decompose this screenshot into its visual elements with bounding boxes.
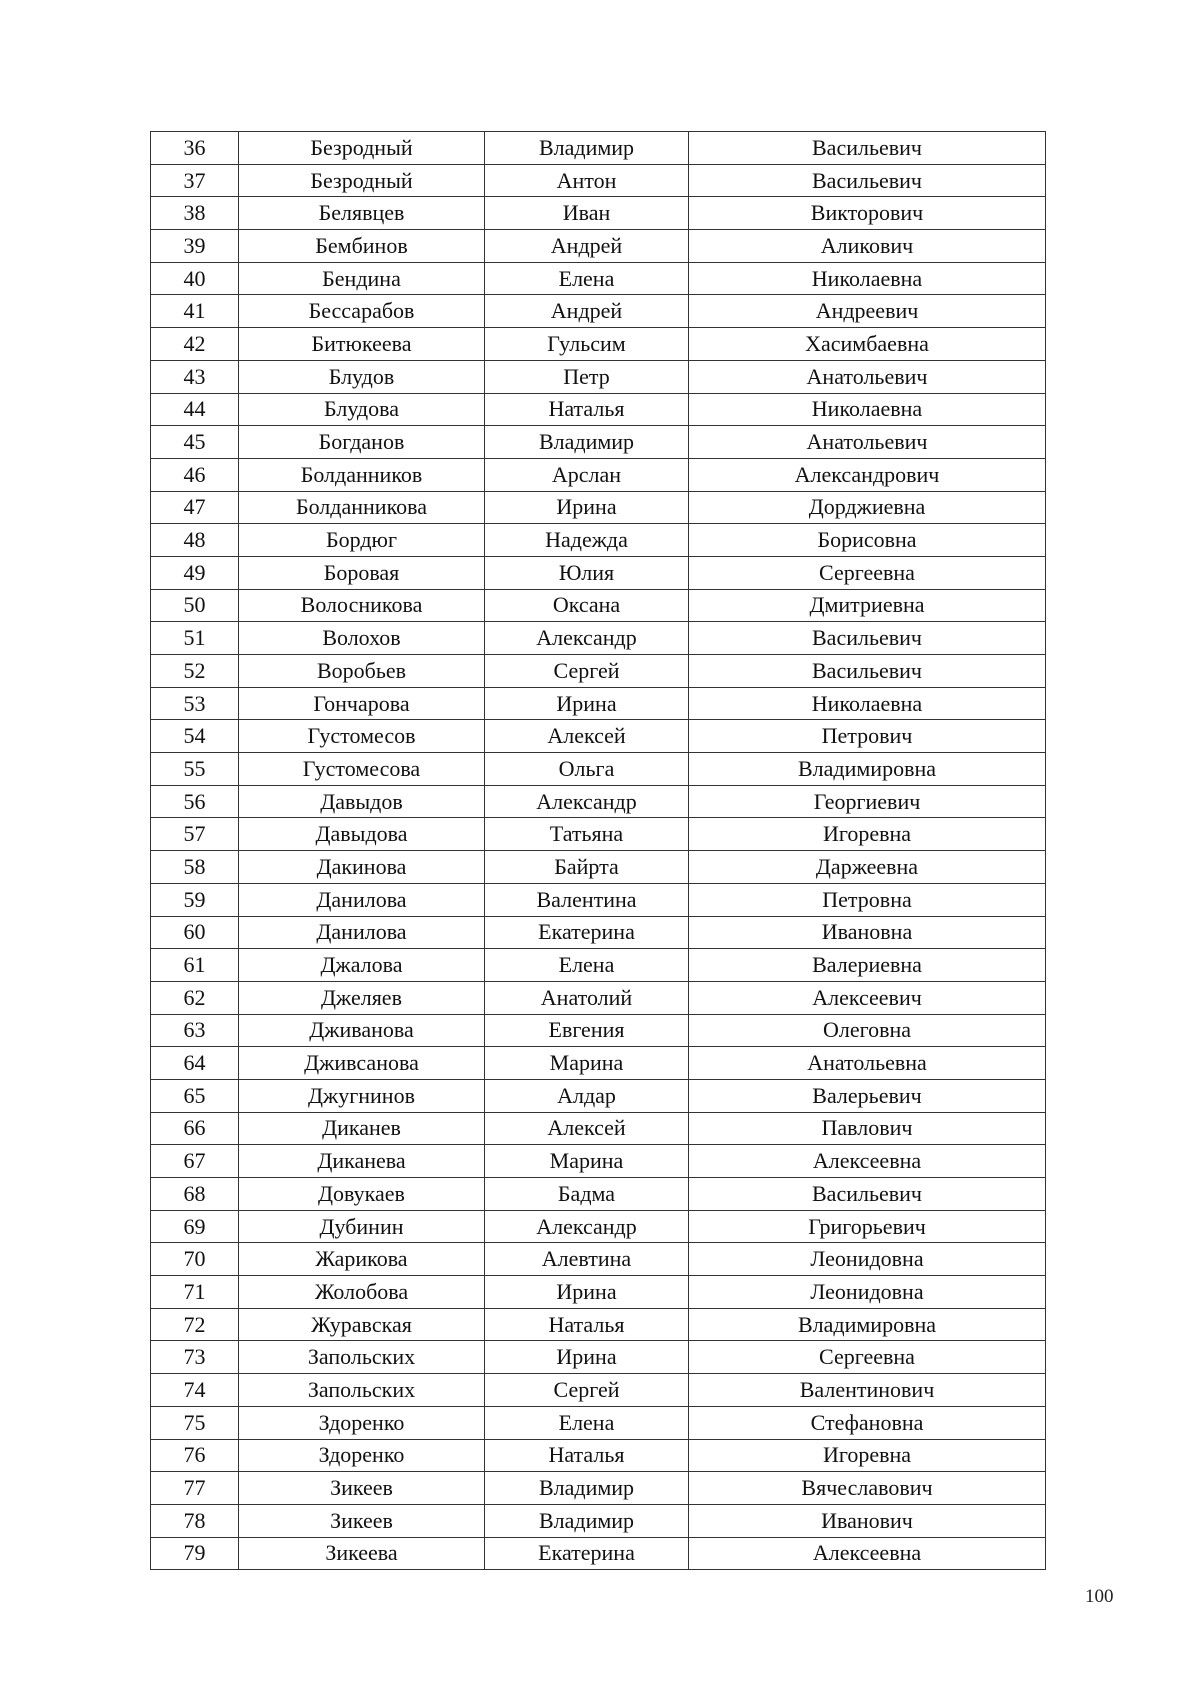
- patronymic-cell: Васильевич: [689, 164, 1046, 197]
- table-row: [151, 622, 1046, 655]
- patronymic-cell: Анатольевич: [689, 360, 1046, 393]
- first-name-cell: Надежда: [485, 524, 689, 557]
- row-number-cell: 79: [151, 1537, 239, 1570]
- table-row: [151, 1079, 1046, 1112]
- last-name-cell: Данилова: [239, 883, 485, 916]
- first-name-cell: Елена: [485, 1406, 689, 1439]
- patronymic-cell: Леонидовна: [689, 1243, 1046, 1276]
- patronymic-cell: Дмитриевна: [689, 589, 1046, 622]
- patronymic-cell: Анатольевна: [689, 1047, 1046, 1080]
- row-number-cell: 73: [151, 1341, 239, 1374]
- patronymic-cell: Борисовна: [689, 524, 1046, 557]
- table-row: [151, 164, 1046, 197]
- table-row: [151, 491, 1046, 524]
- first-name-cell: Оксана: [485, 589, 689, 622]
- row-number-cell: 37: [151, 164, 239, 197]
- patronymic-cell: Николаевна: [689, 262, 1046, 295]
- first-name-cell: Ирина: [485, 687, 689, 720]
- row-number-cell: 43: [151, 360, 239, 393]
- first-name-cell: Анатолий: [485, 981, 689, 1014]
- table-row: [151, 687, 1046, 720]
- table-row: [151, 1047, 1046, 1080]
- last-name-cell: Блудов: [239, 360, 485, 393]
- row-number-cell: 58: [151, 851, 239, 884]
- patronymic-cell: Алексеевна: [689, 1145, 1046, 1178]
- first-name-cell: Ольга: [485, 753, 689, 786]
- table-row: [151, 360, 1046, 393]
- patronymic-cell: Стефановна: [689, 1406, 1046, 1439]
- first-name-cell: Алевтина: [485, 1243, 689, 1276]
- last-name-cell: Джугнинов: [239, 1079, 485, 1112]
- patronymic-cell: Олеговна: [689, 1014, 1046, 1047]
- row-number-cell: 39: [151, 230, 239, 263]
- first-name-cell: Александр: [485, 1210, 689, 1243]
- last-name-cell: Довукаев: [239, 1178, 485, 1211]
- first-name-cell: Владимир: [485, 132, 689, 165]
- table-row: [151, 295, 1046, 328]
- table-row: [151, 818, 1046, 851]
- table-row: [151, 393, 1046, 426]
- patronymic-cell: Васильевич: [689, 132, 1046, 165]
- row-number-cell: 41: [151, 295, 239, 328]
- row-number-cell: 74: [151, 1374, 239, 1407]
- table-row: [151, 1243, 1046, 1276]
- last-name-cell: Воробьев: [239, 655, 485, 688]
- table-row: [151, 1210, 1046, 1243]
- patronymic-cell: Иванович: [689, 1504, 1046, 1537]
- patronymic-cell: Алексеевич: [689, 981, 1046, 1014]
- last-name-cell: Болданников: [239, 458, 485, 491]
- row-number-cell: 68: [151, 1178, 239, 1211]
- first-name-cell: Арслан: [485, 458, 689, 491]
- first-name-cell: Сергей: [485, 1374, 689, 1407]
- last-name-cell: Белявцев: [239, 197, 485, 230]
- patronymic-cell: Хасимбаевна: [689, 328, 1046, 361]
- first-name-cell: Ирина: [485, 1341, 689, 1374]
- table-row: [151, 132, 1046, 165]
- patronymic-cell: Вячеславович: [689, 1472, 1046, 1505]
- table-row: [151, 197, 1046, 230]
- row-number-cell: 69: [151, 1210, 239, 1243]
- row-number-cell: 67: [151, 1145, 239, 1178]
- last-name-cell: Безродный: [239, 164, 485, 197]
- last-name-cell: Журавская: [239, 1308, 485, 1341]
- last-name-cell: Гончарова: [239, 687, 485, 720]
- table-row: [151, 949, 1046, 982]
- table-row: [151, 1537, 1046, 1570]
- row-number-cell: 71: [151, 1276, 239, 1309]
- patronymic-cell: Леонидовна: [689, 1276, 1046, 1309]
- row-number-cell: 70: [151, 1243, 239, 1276]
- table-row: [151, 883, 1046, 916]
- table-row: [151, 556, 1046, 589]
- last-name-cell: Жарикова: [239, 1243, 485, 1276]
- table-row: [151, 720, 1046, 753]
- first-name-cell: Елена: [485, 262, 689, 295]
- first-name-cell: Владимир: [485, 1472, 689, 1505]
- table-row: [151, 1406, 1046, 1439]
- table-row: [151, 1439, 1046, 1472]
- table-row: [151, 262, 1046, 295]
- row-number-cell: 66: [151, 1112, 239, 1145]
- table-row: [151, 458, 1046, 491]
- table-row: [151, 655, 1046, 688]
- patronymic-cell: Васильевич: [689, 1178, 1046, 1211]
- table-row: [151, 1472, 1046, 1505]
- row-number-cell: 49: [151, 556, 239, 589]
- row-number-cell: 61: [151, 949, 239, 982]
- last-name-cell: Зикеев: [239, 1472, 485, 1505]
- first-name-cell: Антон: [485, 164, 689, 197]
- first-name-cell: Алексей: [485, 1112, 689, 1145]
- patronymic-cell: Даржеевна: [689, 851, 1046, 884]
- last-name-cell: Бембинов: [239, 230, 485, 263]
- first-name-cell: Екатерина: [485, 916, 689, 949]
- first-name-cell: Петр: [485, 360, 689, 393]
- last-name-cell: Дакинова: [239, 851, 485, 884]
- roster-table-body: [151, 132, 1046, 1570]
- last-name-cell: Джалова: [239, 949, 485, 982]
- patronymic-cell: Аликович: [689, 230, 1046, 263]
- first-name-cell: Марина: [485, 1145, 689, 1178]
- first-name-cell: Владимир: [485, 1504, 689, 1537]
- first-name-cell: Гульсим: [485, 328, 689, 361]
- last-name-cell: Зикеева: [239, 1537, 485, 1570]
- first-name-cell: Ирина: [485, 491, 689, 524]
- row-number-cell: 78: [151, 1504, 239, 1537]
- table-row: [151, 1341, 1046, 1374]
- table-row: [151, 230, 1046, 263]
- patronymic-cell: Викторович: [689, 197, 1046, 230]
- first-name-cell: Екатерина: [485, 1537, 689, 1570]
- last-name-cell: Волохов: [239, 622, 485, 655]
- row-number-cell: 52: [151, 655, 239, 688]
- last-name-cell: Боровая: [239, 556, 485, 589]
- last-name-cell: Бордюг: [239, 524, 485, 557]
- last-name-cell: Волосникова: [239, 589, 485, 622]
- table-row: [151, 328, 1046, 361]
- row-number-cell: 40: [151, 262, 239, 295]
- first-name-cell: Андрей: [485, 295, 689, 328]
- first-name-cell: Евгения: [485, 1014, 689, 1047]
- table-row: [151, 1014, 1046, 1047]
- first-name-cell: Владимир: [485, 426, 689, 459]
- first-name-cell: Наталья: [485, 1308, 689, 1341]
- patronymic-cell: Владимировна: [689, 1308, 1046, 1341]
- table-row: [151, 1308, 1046, 1341]
- last-name-cell: Жолобова: [239, 1276, 485, 1309]
- patronymic-cell: Александрович: [689, 458, 1046, 491]
- row-number-cell: 53: [151, 687, 239, 720]
- patronymic-cell: Павлович: [689, 1112, 1046, 1145]
- patronymic-cell: Сергеевна: [689, 556, 1046, 589]
- patronymic-cell: Васильевич: [689, 655, 1046, 688]
- table-row: [151, 851, 1046, 884]
- last-name-cell: Джеляев: [239, 981, 485, 1014]
- row-number-cell: 64: [151, 1047, 239, 1080]
- first-name-cell: Наталья: [485, 393, 689, 426]
- last-name-cell: Здоренко: [239, 1406, 485, 1439]
- first-name-cell: Андрей: [485, 230, 689, 263]
- patronymic-cell: Николаевна: [689, 393, 1046, 426]
- last-name-cell: Диканева: [239, 1145, 485, 1178]
- row-number-cell: 56: [151, 785, 239, 818]
- row-number-cell: 54: [151, 720, 239, 753]
- table-row: [151, 981, 1046, 1014]
- patronymic-cell: Валерьевич: [689, 1079, 1046, 1112]
- first-name-cell: Алдар: [485, 1079, 689, 1112]
- patronymic-cell: Андреевич: [689, 295, 1046, 328]
- last-name-cell: Густомесова: [239, 753, 485, 786]
- first-name-cell: Бадма: [485, 1178, 689, 1211]
- row-number-cell: 77: [151, 1472, 239, 1505]
- patronymic-cell: Игоревна: [689, 1439, 1046, 1472]
- last-name-cell: Безродный: [239, 132, 485, 165]
- row-number-cell: 42: [151, 328, 239, 361]
- first-name-cell: Юлия: [485, 556, 689, 589]
- row-number-cell: 57: [151, 818, 239, 851]
- last-name-cell: Богданов: [239, 426, 485, 459]
- row-number-cell: 55: [151, 753, 239, 786]
- last-name-cell: Бендина: [239, 262, 485, 295]
- last-name-cell: Битюкеева: [239, 328, 485, 361]
- first-name-cell: Валентина: [485, 883, 689, 916]
- patronymic-cell: Григорьевич: [689, 1210, 1046, 1243]
- patronymic-cell: Дорджиевна: [689, 491, 1046, 524]
- first-name-cell: Байрта: [485, 851, 689, 884]
- first-name-cell: Татьяна: [485, 818, 689, 851]
- patronymic-cell: Петровна: [689, 883, 1046, 916]
- row-number-cell: 44: [151, 393, 239, 426]
- table-row: [151, 753, 1046, 786]
- row-number-cell: 60: [151, 916, 239, 949]
- table-row: [151, 426, 1046, 459]
- last-name-cell: Блудова: [239, 393, 485, 426]
- last-name-cell: Запольских: [239, 1341, 485, 1374]
- patronymic-cell: Ивановна: [689, 916, 1046, 949]
- table-row: [151, 1178, 1046, 1211]
- table-row: [151, 1112, 1046, 1145]
- last-name-cell: Густомесов: [239, 720, 485, 753]
- last-name-cell: Зикеев: [239, 1504, 485, 1537]
- roster-table: [150, 131, 1046, 1570]
- patronymic-cell: Петрович: [689, 720, 1046, 753]
- last-name-cell: Дживсанова: [239, 1047, 485, 1080]
- patronymic-cell: Сергеевна: [689, 1341, 1046, 1374]
- patronymic-cell: Васильевич: [689, 622, 1046, 655]
- last-name-cell: Дубинин: [239, 1210, 485, 1243]
- patronymic-cell: Валентинович: [689, 1374, 1046, 1407]
- table-row: [151, 785, 1046, 818]
- table-row: [151, 1374, 1046, 1407]
- row-number-cell: 50: [151, 589, 239, 622]
- first-name-cell: Марина: [485, 1047, 689, 1080]
- row-number-cell: 76: [151, 1439, 239, 1472]
- patronymic-cell: Николаевна: [689, 687, 1046, 720]
- roster-table-container: [150, 131, 1045, 1570]
- first-name-cell: Сергей: [485, 655, 689, 688]
- table-row: [151, 916, 1046, 949]
- last-name-cell: Данилова: [239, 916, 485, 949]
- table-row: [151, 1504, 1046, 1537]
- first-name-cell: Алексей: [485, 720, 689, 753]
- row-number-cell: 59: [151, 883, 239, 916]
- page-number: 100: [1085, 1586, 1114, 1607]
- row-number-cell: 63: [151, 1014, 239, 1047]
- table-row: [151, 589, 1046, 622]
- patronymic-cell: Владимировна: [689, 753, 1046, 786]
- last-name-cell: Болданникова: [239, 491, 485, 524]
- row-number-cell: 62: [151, 981, 239, 1014]
- row-number-cell: 38: [151, 197, 239, 230]
- first-name-cell: Александр: [485, 622, 689, 655]
- patronymic-cell: Игоревна: [689, 818, 1046, 851]
- patronymic-cell: Алексеевна: [689, 1537, 1046, 1570]
- row-number-cell: 45: [151, 426, 239, 459]
- row-number-cell: 72: [151, 1308, 239, 1341]
- last-name-cell: Давыдов: [239, 785, 485, 818]
- patronymic-cell: Анатольевич: [689, 426, 1046, 459]
- first-name-cell: Александр: [485, 785, 689, 818]
- last-name-cell: Запольских: [239, 1374, 485, 1407]
- row-number-cell: 65: [151, 1079, 239, 1112]
- table-row: [151, 524, 1046, 557]
- patronymic-cell: Георгиевич: [689, 785, 1046, 818]
- last-name-cell: Дживанова: [239, 1014, 485, 1047]
- first-name-cell: Иван: [485, 197, 689, 230]
- patronymic-cell: Валериевна: [689, 949, 1046, 982]
- row-number-cell: 51: [151, 622, 239, 655]
- row-number-cell: 47: [151, 491, 239, 524]
- last-name-cell: Диканев: [239, 1112, 485, 1145]
- table-row: [151, 1276, 1046, 1309]
- row-number-cell: 75: [151, 1406, 239, 1439]
- table-row: [151, 1145, 1046, 1178]
- first-name-cell: Елена: [485, 949, 689, 982]
- last-name-cell: Бессарабов: [239, 295, 485, 328]
- first-name-cell: Ирина: [485, 1276, 689, 1309]
- last-name-cell: Здоренко: [239, 1439, 485, 1472]
- row-number-cell: 48: [151, 524, 239, 557]
- row-number-cell: 46: [151, 458, 239, 491]
- last-name-cell: Давыдова: [239, 818, 485, 851]
- first-name-cell: Наталья: [485, 1439, 689, 1472]
- row-number-cell: 36: [151, 132, 239, 165]
